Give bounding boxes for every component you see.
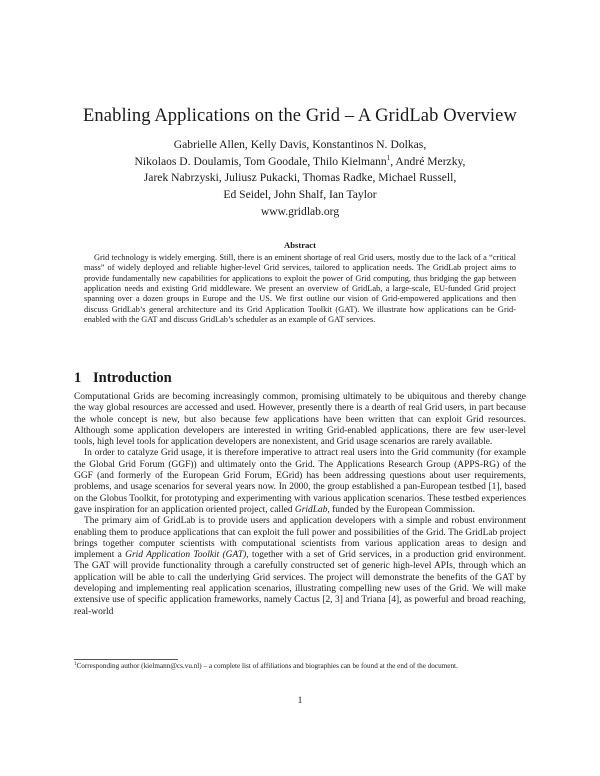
- author-list: [0, 137, 600, 203]
- paragraph-3-emphasis: Grid Application Toolkit (GAT): [125, 550, 247, 561]
- paragraph-2: [74, 448, 526, 516]
- author-line-2: [0, 154, 600, 171]
- author-line-4: Ed Seidel, John Shalf, Ian Taylor: [223, 187, 377, 201]
- footnote: [74, 662, 526, 671]
- paragraph-2-text-b: , funded by the European Commission.: [327, 504, 476, 515]
- author-line-3: Jarek Nabrzyski, Juliusz Pukacki, Thomas Radke, Michael Russell,: [143, 171, 457, 184]
- paragraph-2-text-a: In order to catalyze Grid usage, it is therefore imperative to attract real users into the Grid community (for example the Global Grid Forum (GGF)) and ultimately onto the Grid. The Applications Research Group (APPS-RG) of the GGF (and formerly of the European Grid Forum, EGrid) has been addressing questions about user requirements, problems, and usage scenarios for several years now. In 2000, the group established a pan-European testbed [1], based on the Globus Toolkit, for prototyping and experimenting with various application scenarios. These testbed experiences gave inspiration for an application oriented project, called: [74, 448, 526, 515]
- footnote-mark: 1: [74, 662, 77, 667]
- paragraph-3-text-a: The primary aim of GridLab is to provide users and application developers with a simple and robust environment enabling them to produce applications that can exploit the full power and possibilities of the Grid. The GridLab project brings together computer scientists with computational scientists from various application areas to design and implement a: [74, 516, 526, 561]
- section-body: [74, 392, 526, 618]
- section-number: 1: [74, 370, 82, 386]
- footnote-marker: 1: [386, 153, 391, 162]
- page-number: 1: [297, 696, 303, 706]
- author-line-1: Gabrielle Allen, Kelly Davis, Konstantinos N. Dolkas,: [173, 138, 427, 151]
- project-website: www.gridlab.org: [260, 205, 340, 218]
- footnote-divider: [74, 659, 178, 660]
- paragraph-2-emphasis: GridLab: [294, 504, 328, 515]
- section-title: Introduction: [93, 370, 172, 386]
- paper-title: Enabling Applications on the Grid – A GridLab Overview: [83, 106, 517, 126]
- paragraph-3-text-b: , together with a set of Grid services, in a production grid environment. The GAT will provide functionality through a carefully constructed set of generic high-level APIs, through which an application will be able to call the underlying Grid services. The project will demonstrate the benefits of the GAT by developing and implementing real application scenarios, illustrating compelling new uses of the Grid. We will make extensive use of specific application frameworks, namely Cactus [2, 3] and Triana [4], as powerful and broad reaching, real-world: [74, 550, 527, 617]
- abstract-text: Grid technology is widely emerging. Still, there is an eminent shortage of real Grid users, mostly due to the lack of a “critical mass” of widely deployed and reliable higher-level Grid services, tailored to application needs. The GridLab project aims to provide fundamentally new capabilities for applications to exploit the power of Grid computing, thus bridging the gap between application needs and existing Grid middleware. We present an overview of GridLab, a large-scale, EU-funded Grid project spanning over a dozen groups in Europe and the US. We first outline our vision of Grid-empowered applications and then discuss GridLab’s general architecture and its Grid Application Toolkit (GAT). We illustrate how applications can be Grid-enabled with the GAT and discuss GridLab’s scheduler as an example of GAT services.: [84, 253, 516, 325]
- paragraph-3: [74, 516, 526, 618]
- section-heading: [74, 370, 172, 387]
- abstract-heading: Abstract: [284, 240, 316, 250]
- author-line-2-end: , André Merzky,: [390, 154, 466, 168]
- footnote-text: Corresponding author (kielmann@cs.vu.nl) – a complete list of affiliations and biographies can be found at the end of the document.: [76, 662, 458, 670]
- author-line-2-start: Nikolaos D. Doulamis, Tom Goodale, Thilo Kielmann: [134, 154, 387, 168]
- paragraph-1: Computational Grids are becoming increasingly common, promising ultimately to be ubiquitous and thereby change the way global resources are accessed and used. However, presently there is a dearth of real Grid users, in part because the whole concept is new, but also because few applications have been written that can exploit Grid resources. Although some application developers are interested in writing Grid-enabled applications, there are few user-level tools, high level tools for application developers are nonexistent, and Grid usage scenarios are rarely available.: [74, 392, 526, 448]
